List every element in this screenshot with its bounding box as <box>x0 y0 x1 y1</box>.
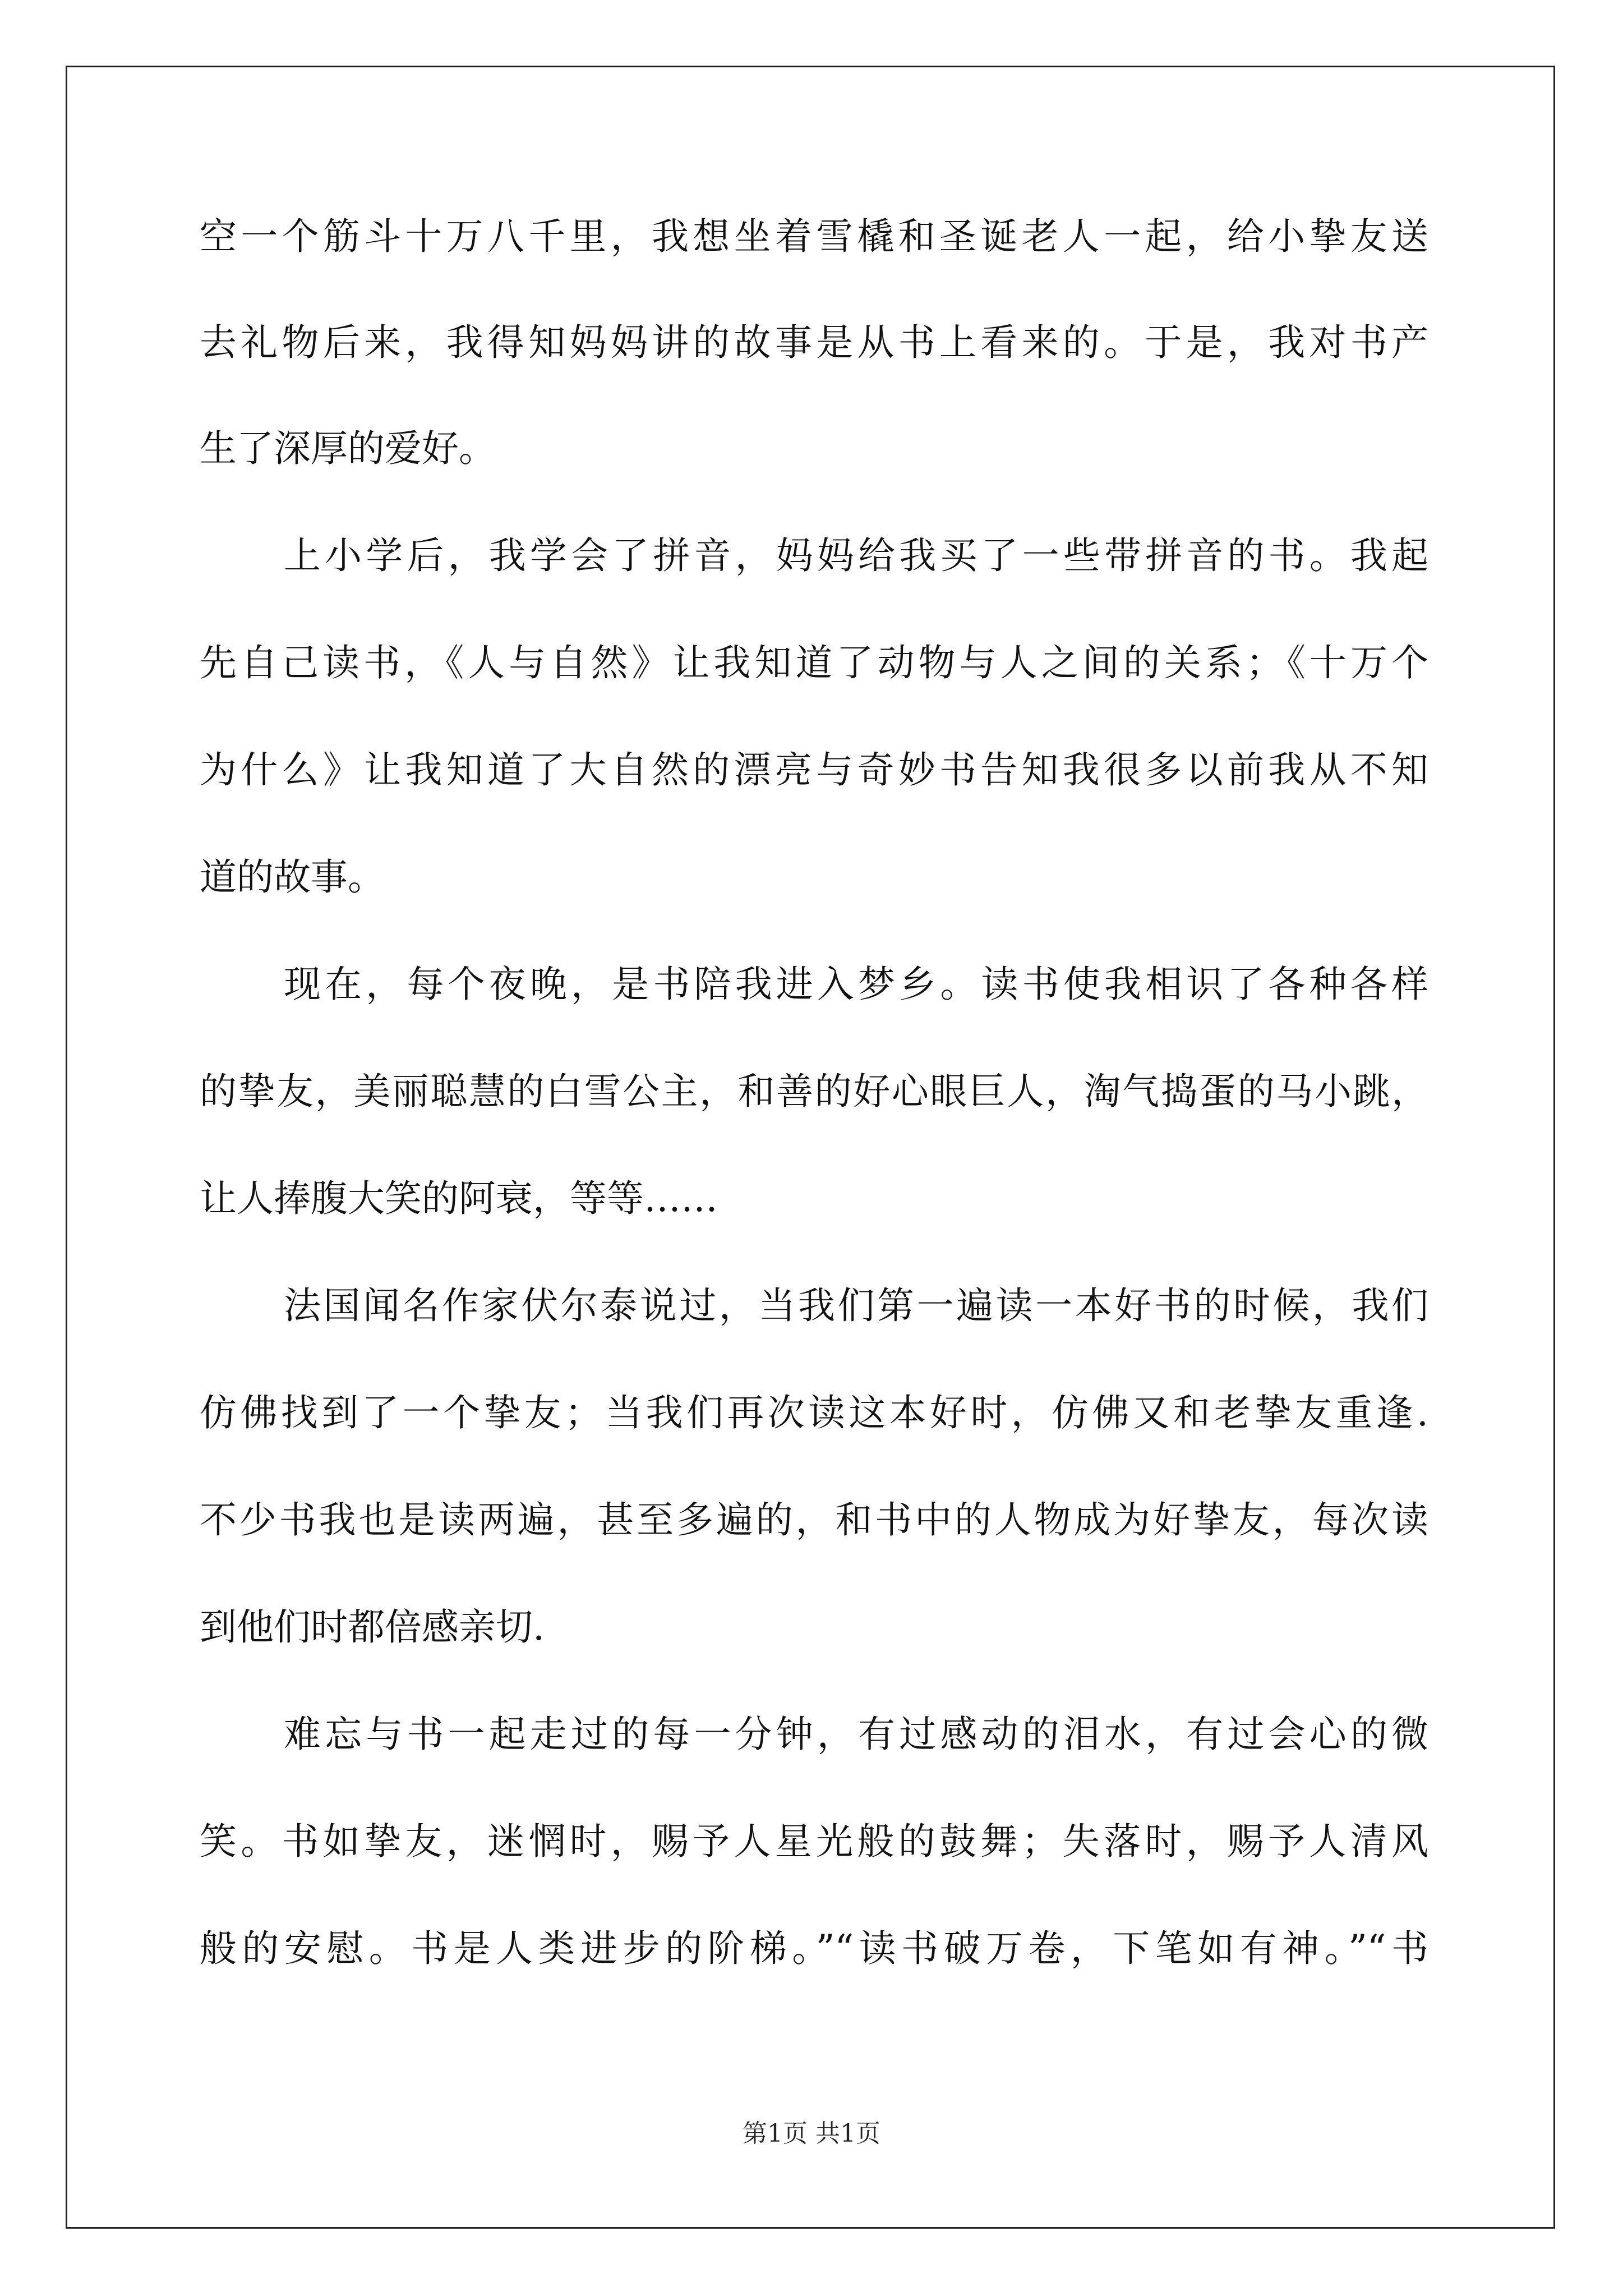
text-line: 先自己读书，《人与自然》让我知道了动物与人之间的关系；《十万个 <box>200 641 1428 684</box>
text-line: 生了深厚的爱好。 <box>200 427 496 470</box>
paragraph-first-line: 现在，每个夜晚，是书陪我进入梦乡。读书使我相识了各种各样 <box>284 963 1428 1006</box>
text-line: 去礼物后来，我得知妈妈讲的故事是从书上看来的。于是，我对书产 <box>200 321 1428 364</box>
page-number: 第1页 共1页 <box>743 2119 880 2148</box>
text-line: 的挚友，美丽聪慧的白雪公主，和善的好心眼巨人，淘气捣蛋的马小跳， <box>200 1070 1428 1113</box>
text-line: 般的安慰。书是人类进步的阶梯。”“读书破万卷，下笔如有神。”“书 <box>200 1927 1428 1970</box>
paragraph-first-line: 难忘与书一起走过的每一分钟，有过感动的泪水，有过会心的微 <box>284 1713 1428 1756</box>
paragraph-first-line: 上小学后，我学会了拼音，妈妈给我买了一些带拼音的书。我起 <box>284 534 1428 577</box>
text-line: 空一个筋斗十万八千里，我想坐着雪橇和圣诞老人一起，给小挚友送 <box>200 215 1428 258</box>
text-line: 道的故事。 <box>200 855 385 899</box>
text-line: 笑。书如挚友，迷惘时，赐予人星光般的鼓舞；失落时，赐予人清风 <box>200 1820 1428 1863</box>
page-border <box>66 66 1555 2229</box>
text-line: 仿佛找到了一个挚友；当我们再次读这本好时，仿佛又和老挚友重逢. <box>200 1391 1428 1434</box>
text-line: 让人捧腹大笑的阿衰，等等…… <box>200 1177 718 1220</box>
paragraph-first-line: 法国闻名作家伏尔泰说过，当我们第一遍读一本好书的时候，我们 <box>284 1284 1428 1327</box>
text-line: 到他们时都倍感亲切. <box>200 1605 545 1649</box>
text-line: 不少书我也是读两遍，甚至多遍的，和书中的人物成为好挚友，每次读 <box>200 1498 1428 1542</box>
text-line: 为什么》让我知道了大自然的漂亮与奇妙书告知我很多以前我从不知 <box>200 748 1428 792</box>
